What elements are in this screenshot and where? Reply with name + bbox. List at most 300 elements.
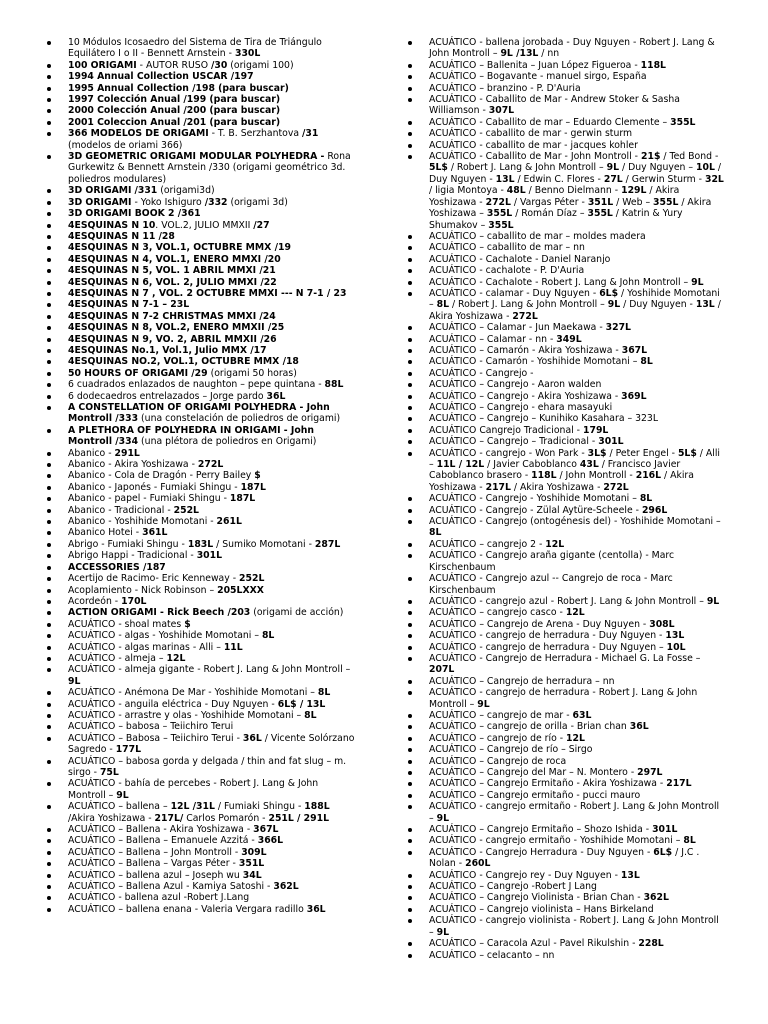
list-item — [46, 482, 357, 493]
entry-text: ACUÁTICO - cangrejo de herradura - Duy Nguyen – — [429, 641, 667, 653]
list-item — [407, 37, 725, 60]
entry-text: ACUÁTICO – babosa gorda y delgada / thin and fat slug – m. sirgo - — [68, 755, 347, 778]
entry-text: ACUÁTICO – Cangrejo ermitaño - pucci mauro — [429, 789, 641, 801]
entry-text: / Sumiko Momotani - — [213, 538, 315, 550]
list-item — [46, 847, 357, 858]
entry-text: - Yoko Ishiguro — [131, 196, 205, 208]
list-item — [46, 870, 357, 881]
list-item — [407, 128, 725, 139]
entry-text: ACUÁTICO - Cangrejo de Herradura - Michael G. La Fosse – — [429, 652, 701, 664]
entry-text: ACUÁTICO - Caballito de mar – Eduardo Clemente – — [429, 116, 671, 128]
entry-text: Abanico - — [68, 447, 115, 459]
list-item — [407, 824, 725, 835]
entry-bold-text: 217L/ — [154, 812, 184, 824]
entry-bold-text: 297L — [637, 767, 663, 778]
list-item — [46, 105, 357, 116]
entry-bold-text: 4ESQUINAS N 9, VO. 2, ABRIL MMXII /26 — [68, 333, 277, 345]
entry-text: ACUÁTICO - cangrejo violinista - Robert J. Lang & John Montroll – — [429, 915, 719, 938]
list-item — [46, 493, 357, 504]
entry-bold-text: 9L — [606, 162, 620, 174]
entry-bold-text: 207L — [429, 664, 455, 676]
entry-bold-text: 187L — [229, 493, 256, 505]
list-item — [46, 265, 357, 276]
entry-bold-text: 50 HOURS OF ORIGAMI /29 — [68, 367, 208, 379]
entry-text: ACUÁTICO – Cangrejo Ermitaño – Shozo Ishida - — [429, 824, 653, 836]
entry-text: ACUÁTICO – Ballena – Emanuele Azzitá - — [68, 835, 258, 847]
entry-bold-text: 228L — [638, 938, 664, 950]
entry-bold-text: 4ESQUINAS NO.2, VOL.1, OCTUBRE MMX /18 — [68, 356, 299, 368]
entry-text: ACUÁTICO Cangrejo Tradicional - — [429, 424, 583, 436]
list-item — [407, 356, 725, 367]
list-item — [46, 527, 357, 538]
left-column-list — [46, 37, 357, 915]
entry-text: - AUTOR RUSO — [136, 59, 211, 71]
list-item — [407, 721, 725, 732]
entry-text: Abanico - Cola de Dragón - Perry Bailey — [68, 470, 255, 482]
entry-text: ACUÁTICO - ballena azul -Robert J.Lang — [68, 892, 250, 904]
entry-text: ACUÁTICO - caballito de mar - jacques kohler — [429, 139, 638, 151]
entry-bold-text: 129L — [621, 185, 647, 197]
entry-bold-text: 27L — [603, 173, 623, 185]
list-item — [46, 733, 357, 756]
entry-text: ACUÁTICO – caballito de mar – moldes madera — [429, 230, 646, 242]
entry-bold-text: 11L / 12L — [436, 459, 485, 471]
entry-text: ACUÁTICO – Caracola Azul - Pavel Rikulshin - — [429, 938, 639, 950]
entry-text: (origami 3d) — [227, 196, 288, 208]
list-item — [407, 676, 725, 687]
list-item — [46, 562, 357, 573]
list-item — [46, 539, 357, 550]
entry-bold-text: 260L — [465, 858, 491, 870]
entry-bold-text: 4ESQUINAS N 10 — [68, 219, 156, 231]
entry-bold-text: 8L — [640, 356, 653, 368]
entry-bold-text: 1997 Colección Anual /199 (para buscar) — [68, 94, 281, 106]
entry-text: Abanico - Japonés - Fumiaki Shingu - — [68, 481, 241, 493]
list-item — [46, 231, 357, 242]
list-item — [407, 550, 725, 573]
entry-bold-text: 36L — [306, 903, 326, 915]
list-item — [46, 151, 357, 185]
list-item — [46, 83, 357, 94]
entry-text: ACUÁTICO - algas marinas - Alli – — [68, 641, 224, 653]
entry-bold-text: 272L — [603, 481, 629, 493]
entry-bold-text: 3D ORIGAMI — [68, 196, 132, 208]
entry-text: / Robert J. Lang & John Montroll – — [449, 299, 608, 311]
entry-bold-text: 3D ORIGAMI BOOK 2 /361 — [68, 208, 201, 220]
entry-bold-text: 309L — [241, 846, 267, 858]
entry-text: ACUÁTICO - cangrejo ermitaño - Robert J. Lang & John Montroll – — [429, 801, 720, 824]
list-item — [407, 733, 725, 744]
list-item — [46, 858, 357, 869]
entry-text: ACUÁTICO - almeja – — [68, 652, 167, 664]
list-item — [407, 242, 725, 253]
entry-text: Acertijo de Racimo- Eric Kenneway - — [68, 573, 240, 585]
entry-text: / Peter Engel - — [606, 447, 678, 459]
entry-text: ACUÁTICO – Cangrejo Violinista - Brian Chan - — [429, 892, 644, 904]
entry-bold-text: 301L — [598, 436, 624, 448]
entry-text: ACUÁTICO - Cangrejo rey - Duy Nguyen - — [429, 869, 621, 881]
list-item — [407, 778, 725, 789]
list-item — [407, 505, 725, 516]
list-item — [407, 516, 725, 539]
list-item — [407, 94, 725, 117]
entry-bold-text: 4ESQUINAS N 7 , VOL. 2 OCTUBRE MMXI --- N 7-1 / 23 — [68, 287, 347, 299]
entry-bold-text: 6L$ — [599, 287, 619, 299]
entry-text: / Fumiaki Shingu - — [214, 801, 305, 813]
entry-bold-text: 118L — [531, 470, 557, 482]
entry-text: ACUÁTICO – Cangrejo - Akira Yoshizawa - — [429, 390, 622, 402]
entry-bold-text: 177L — [115, 744, 142, 756]
entry-text: /Akira Yoshizawa - — [68, 812, 155, 824]
entry-bold-text: 48L — [506, 185, 526, 197]
list-item — [407, 607, 725, 618]
list-item — [407, 710, 725, 721]
list-item — [46, 277, 357, 288]
list-item — [407, 938, 725, 949]
entry-text: / Robert J. Lang & John Montroll – — [447, 162, 607, 174]
list-item — [407, 391, 725, 402]
entry-bold-text: 5L$ — [677, 447, 697, 459]
entry-text: ACUÁTICO - Cangrejo - Zülal Aytüre-Scheele - — [429, 504, 642, 516]
list-item — [407, 904, 725, 915]
list-item — [46, 881, 357, 892]
list-item — [46, 630, 357, 641]
entry-text: Abanico Hotei - — [68, 527, 143, 539]
entry-text: ACUÁTICO – cangrejo de orilla - Brian chan — [429, 721, 630, 733]
list-item — [407, 596, 725, 607]
entry-bold-text: 307L — [488, 105, 515, 117]
list-item — [407, 151, 725, 231]
entry-bold-text: /30 — [210, 59, 228, 71]
list-item — [46, 778, 357, 801]
entry-bold-text: 4ESQUINAS N 8, VOL.2, ENERO MMXII /25 — [68, 322, 285, 334]
list-item — [46, 345, 357, 356]
entry-bold-text: 355L — [670, 116, 696, 128]
entry-text: ACUÁTICO - algas - Yoshihide Momotani – — [68, 630, 262, 642]
entry-bold-text: 327L — [605, 322, 631, 334]
entry-bold-text: 355L — [587, 208, 613, 220]
entry-text: Acordeón - — [68, 595, 122, 607]
list-item — [407, 915, 725, 938]
entry-bold-text: 355L — [653, 196, 679, 208]
list-item — [46, 254, 357, 265]
entry-bold-text: 216L — [635, 470, 662, 482]
entry-bold-text: 252L — [239, 573, 265, 585]
entry-bold-text: A PLETHORA OF POLYHEDRA IN ORIGAMI - John Montroll /334 — [68, 424, 314, 448]
entry-bold-text: 369L — [621, 390, 647, 402]
entry-text: ACUÁTICO – Cangrejo de roca — [429, 755, 567, 767]
entry-text: ACUÁTICO – Cangrejo de Arena - Duy Nguyen - — [429, 618, 650, 630]
entry-text: / Akira Yoshizawa – — [429, 196, 712, 220]
list-item — [407, 402, 725, 413]
entry-text: / Javier Caboblanco — [484, 459, 580, 471]
entry-text: (origami de acción) — [250, 607, 344, 619]
entry-text: ACUÁTICO – Cangrejo – Kunihiko Kasahara – 323L — [429, 413, 659, 425]
entry-text: ACUÁTICO – Cangrejo – Tradicional - — [429, 436, 599, 448]
entry-bold-text: 301L — [196, 550, 223, 562]
entry-bold-text: 6L$ / 13L — [277, 698, 326, 710]
entry-text: Acoplamiento - Nick Robinson – — [68, 584, 218, 596]
entry-text: ACUÁTICO – Camarón - Akira Yoshizawa - — [429, 344, 622, 356]
entry-text: ACUÁTICO – cangrejo casco - — [429, 607, 566, 619]
list-item — [407, 368, 725, 379]
entry-bold-text: 217L — [485, 481, 511, 493]
entry-bold-text: 366L — [257, 835, 284, 847]
list-item — [407, 448, 725, 494]
list-item — [407, 756, 725, 767]
entry-bold-text: 10L — [666, 641, 686, 653]
entry-text: / Yoshihide Momotani – — [429, 287, 720, 311]
entry-bold-text: 4ESQUINAS N 7-2 CHRISTMAS MMXI /24 — [68, 310, 276, 322]
entry-bold-text: 8L — [304, 709, 317, 721]
list-item — [46, 311, 357, 322]
entry-bold-text: 43L — [579, 459, 599, 471]
list-item — [407, 265, 725, 276]
entry-text: ACUÁTICO – Cangrejo del Mar – N. Montero - — [429, 767, 638, 778]
entry-bold-text: 330L — [234, 48, 261, 60]
entry-text: / Vargas Péter - — [510, 196, 588, 208]
entry-bold-text: /332 — [204, 196, 228, 208]
entry-text: ACUÁTICO – Cangrejo - Aaron walden — [429, 379, 602, 391]
entry-text: / Francisco Javier Caboblanco brasero - — [429, 459, 681, 482]
entry-bold-text: ACCESSORIES /187 — [68, 561, 166, 573]
entry-text: / Duy Nguyen – — [619, 162, 697, 174]
list-item — [46, 402, 357, 425]
list-item — [407, 653, 725, 676]
list-item — [46, 459, 357, 470]
entry-text: ACUÁTICO - Caballito de Mar - Andrew Stoker & Sasha Williamson - — [429, 94, 680, 117]
entry-bold-text: 36L — [266, 390, 286, 402]
entry-bold-text: 9L — [706, 595, 720, 607]
entry-bold-text: 188L — [304, 801, 330, 813]
list-item — [46, 664, 357, 687]
entry-text: ACUÁTICO – Cangrejo de herradura – nn — [429, 675, 615, 687]
entry-text: (una plétora de poliedros en Origami) — [138, 436, 317, 448]
list-item — [46, 892, 357, 903]
entry-text: ACUÁTICO - Camarón - Yoshihide Momotani – — [429, 356, 641, 368]
entry-text: ACUÁTICO – cangrejo de mar - — [429, 709, 573, 721]
entry-text: / Duy Nguyen - — [620, 299, 696, 311]
entry-bold-text: 4ESQUINAS N 5, VOL. 1 ABRIL MMXI /21 — [68, 265, 276, 277]
entry-text: ACUÁTICO – Calamar - Jun Maekawa - — [429, 322, 606, 334]
entry-text: ACUÁTICO – Cangrejo - ehara masayuki — [429, 402, 613, 413]
list-item — [407, 870, 725, 881]
entry-bold-text: $ — [254, 470, 261, 482]
list-item — [407, 847, 725, 870]
entry-text: ACUÁTICO - Cangrejo Herradura - Duy Nguyen - — [429, 846, 654, 858]
list-item — [407, 322, 725, 333]
entry-bold-text: 9L — [436, 926, 450, 938]
list-item — [407, 630, 725, 641]
entry-text: / Akira Yoshizawa - — [429, 185, 680, 208]
entry-bold-text: 12L — [565, 607, 585, 619]
list-item — [407, 539, 725, 550]
entry-bold-text: 8L — [436, 299, 450, 311]
entry-text: ACUÁTICO - cangrejo - Won Park - — [429, 447, 588, 459]
entry-bold-text: 367L — [621, 344, 648, 356]
entry-bold-text: 13L — [665, 630, 685, 642]
list-item — [407, 425, 725, 436]
entry-bold-text: 12L — [545, 538, 565, 550]
entry-text: ACUÁTICO - ballena jorobada - Duy Nguyen - Robert J. Lang & John Montroll – — [429, 37, 715, 60]
entry-text: / John Montroll - — [556, 470, 636, 482]
entry-bold-text: 13L — [620, 869, 640, 881]
entry-bold-text: 63L — [572, 709, 592, 721]
list-item — [407, 231, 725, 242]
list-item — [46, 573, 357, 584]
entry-bold-text: 183L — [187, 538, 214, 550]
entry-text: ACUÁTICO - almeja gigante - Robert J. Lang & John Montroll – — [68, 664, 351, 676]
entry-bold-text: 2001 Coleccion Anual /201 (para buscar) — [68, 116, 281, 128]
entry-bold-text: 355L — [486, 208, 513, 220]
entry-text: ACUÁTICO - Cachalote - Daniel Naranjo — [429, 253, 611, 265]
list-item — [407, 573, 725, 596]
list-item — [407, 140, 725, 151]
list-item — [46, 242, 357, 253]
list-item — [46, 208, 357, 219]
entry-bold-text: 355L — [488, 219, 514, 231]
entry-text: / nn — [538, 48, 560, 60]
entry-text: ACUÁTICO – Cangrejo violinista – Hans Birkeland — [429, 903, 654, 915]
entry-text: ACUÁTICO - Anémona De Mar - Yoshihide Momotani – — [68, 687, 318, 699]
list-item — [46, 288, 357, 299]
list-item — [46, 642, 357, 653]
entry-text: Abanico - papel - Fumiaki Shingu - — [68, 493, 230, 505]
entry-bold-text: 362L — [643, 892, 669, 904]
entry-text: 6 dodecaedros entrelazados – Jorge pardo — [68, 390, 267, 402]
list-item — [407, 254, 725, 265]
entry-text: ACUÁTICO – branzino - P. D'Auria — [429, 82, 581, 94]
entry-bold-text: 4ESQUINAS N 7-1 – 23L — [68, 299, 190, 311]
entry-bold-text: 8L — [261, 630, 275, 642]
entry-text: ACUÁTICO – Ballena Azul - Kamiya Satoshi - — [68, 881, 274, 893]
list-item — [46, 448, 357, 459]
entry-bold-text: 21$ — [641, 151, 661, 163]
entry-bold-text: 11L — [223, 641, 243, 653]
entry-text: ACUÁTICO – Ballena - Akira Yoshizawa - — [68, 824, 254, 836]
list-item — [46, 607, 357, 618]
entry-bold-text: 9L — [116, 789, 129, 801]
list-item — [46, 368, 357, 379]
entry-text: / Román Díaz – — [512, 208, 588, 220]
list-item — [46, 653, 357, 664]
list-item — [407, 767, 725, 778]
entry-text: ACUÁTICO – Ballena – Vargas Péter - — [68, 858, 239, 870]
entry-bold-text: 272L — [197, 459, 224, 471]
entry-bold-text: /31 — [302, 128, 319, 140]
entry-text: / Gerwin Sturm - — [622, 173, 705, 185]
entry-text: ACUÁTICO - bahía de percebes - Robert J. Lang & John Montroll – — [68, 778, 319, 801]
list-item — [46, 391, 357, 402]
entry-bold-text: 349L — [556, 333, 582, 345]
entry-bold-text: 179L — [583, 424, 609, 436]
list-item — [46, 710, 357, 721]
list-item — [407, 892, 725, 903]
entry-bold-text: 272L — [512, 310, 538, 322]
entry-bold-text: 3L$ — [587, 447, 607, 459]
entry-bold-text: 3D ORIGAMI — [68, 185, 132, 197]
entry-bold-text: 4ESQUINAS N 3, VOL.1, OCTUBRE MMX /19 — [68, 242, 291, 254]
entry-text: - T. B. Serzhantova — [208, 128, 302, 140]
entry-bold-text: 9L — [691, 276, 704, 288]
list-item — [46, 619, 357, 630]
entry-bold-text: 361L — [142, 527, 168, 539]
entry-bold-text: 8L — [683, 835, 696, 847]
list-item — [46, 299, 357, 310]
list-item — [46, 197, 357, 208]
list-item — [46, 185, 357, 196]
entry-text: (origami 50 horas) — [207, 367, 297, 379]
entry-text: / J.C . Nolan - — [429, 846, 700, 870]
list-item — [46, 334, 357, 345]
entry-bold-text: 351L — [238, 858, 265, 870]
entry-text: ACUÁTICO - cangrejo de herradura - Robert J. Lang & John Montroll – — [429, 687, 698, 710]
entry-bold-text: 100 ORIGAMI — [68, 59, 137, 71]
list-item — [407, 790, 725, 801]
list-item — [407, 83, 725, 94]
entry-text: ACUÁTICO – cangrejo 2 - — [429, 538, 546, 550]
list-item — [46, 60, 357, 71]
list-item — [407, 71, 725, 82]
entry-text: ACUÁTICO – Ballena – John Montroll - — [68, 846, 242, 858]
entry-bold-text: 13L — [695, 299, 715, 311]
list-item — [46, 117, 357, 128]
entry-bold-text: 10L — [696, 162, 715, 174]
list-item — [46, 322, 357, 333]
entry-bold-text: 6L$ — [653, 846, 673, 858]
entry-bold-text: 308L — [649, 618, 675, 630]
entry-text: ACUÁTICO – Cangrejo Ermitaño - Akira Yoshizawa - — [429, 778, 667, 790]
entry-text: . VOL.2, JULIO MMXII — [155, 219, 254, 231]
entry-text: 6 cuadrados enlazados de naughton – pepe quintana - — [68, 379, 325, 391]
entry-text: ACUÁTICO – ballena azul – Joseph wu — [68, 869, 243, 881]
list-item — [46, 379, 357, 390]
entry-text: ACUÁTICO - arrastre y olas - Yoshihide Momotani – — [68, 709, 305, 721]
entry-bold-text: 4ESQUINAS N 6, VOL. 2, JULIO MMXI /22 — [68, 276, 277, 288]
entry-text: Carlos Pomarón - — [183, 812, 269, 824]
entry-text: (origami3d) — [157, 185, 215, 197]
list-item — [46, 904, 357, 915]
entry-bold-text: /27 — [253, 219, 270, 231]
entry-text: (una constelación de poliedros de origami) — [138, 413, 341, 425]
entry-text: / Akira Yoshizawa - — [429, 470, 694, 493]
entry-text: / Edwin C. Flores - — [514, 173, 604, 185]
list-item — [46, 721, 357, 732]
entry-text: ACUÁTICO – caballito de mar – nn — [429, 242, 585, 254]
entry-text: ACUÁTICO – cangrejo de río - — [429, 732, 567, 744]
entry-bold-text: 9L — [477, 698, 490, 710]
list-item — [407, 334, 725, 345]
list-item — [407, 493, 725, 504]
entry-text: ACUÁTICO – Cangrejo -Robert J Lang — [429, 881, 597, 893]
entry-text: Abrigo - Fumiaki Shingu - — [68, 538, 188, 550]
list-item — [46, 356, 357, 367]
list-item — [46, 71, 357, 82]
entry-bold-text: /331 — [134, 185, 158, 197]
entry-bold-text: 32L — [704, 173, 724, 185]
entry-text: ACUÁTICO – Babosa – Teiichiro Terui - — [68, 732, 243, 744]
entry-bold-text: 12L /31L — [170, 801, 215, 813]
entry-bold-text: 88L — [324, 379, 344, 391]
entry-bold-text: 34L — [242, 869, 262, 881]
entry-text: / Benno Dielmann - — [525, 185, 622, 197]
entry-text: ACUÁTICO - Cangrejo azul -- Cangrejo de roca - Marc Kirschenbaum — [429, 573, 673, 596]
entry-bold-text: 36L — [242, 732, 262, 744]
entry-text: ACUÁTICO - cangrejo de herradura - Duy Nguyen - — [429, 630, 666, 642]
list-item — [46, 687, 357, 698]
list-item — [407, 835, 725, 846]
entry-bold-text: 118L — [640, 59, 666, 71]
